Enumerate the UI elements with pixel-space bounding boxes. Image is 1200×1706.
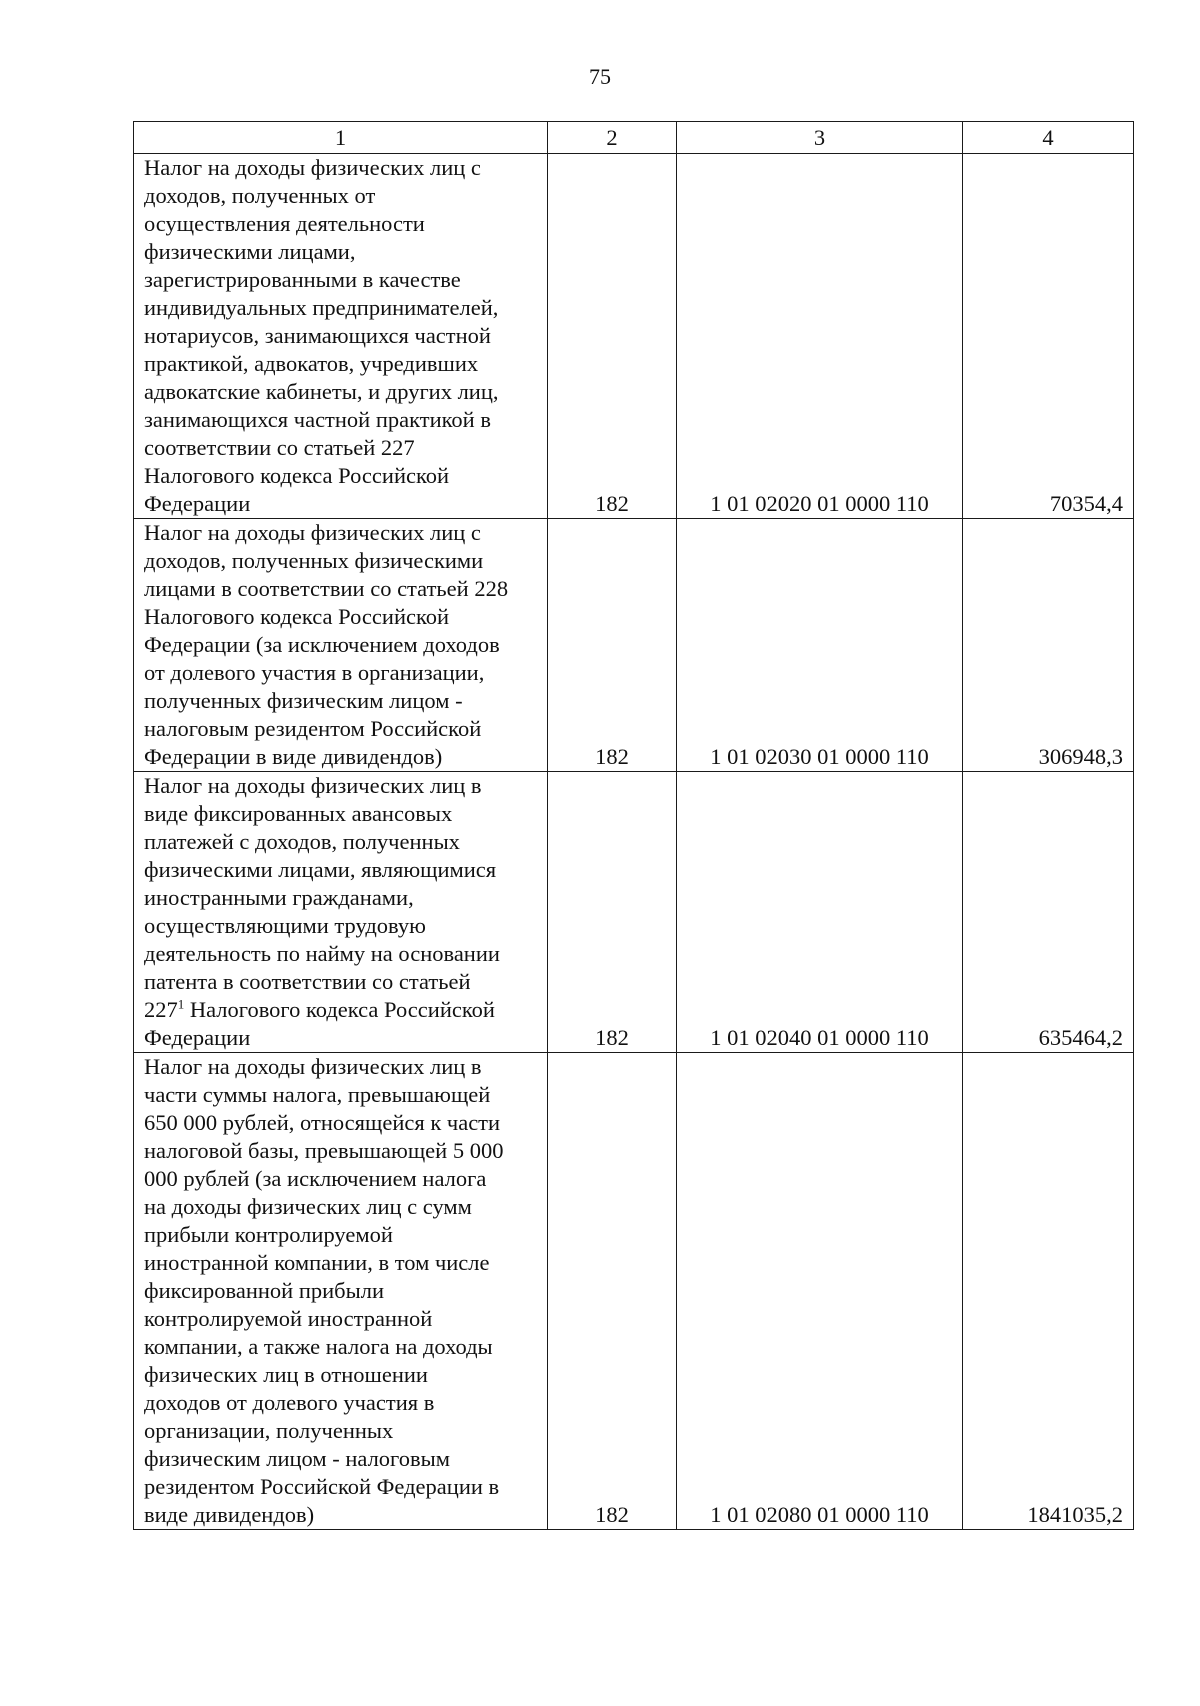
tax-description-part: Налог на доходы физических лиц в виде фиксированных авансовых платежей с доходов, полученных физическими лицами, являющимися иностранными гражданами, осуществляющими трудовую деятельность по найму на основании патента в соответствии со статьей 227	[144, 773, 500, 1022]
tax-description	[134, 772, 548, 1053]
budget-revenue-table	[133, 121, 1134, 1530]
amount: 70354,4	[963, 154, 1134, 519]
table-row	[134, 772, 1134, 1053]
table-row	[134, 1053, 1134, 1530]
table-header-row	[134, 122, 1134, 154]
page-number: 75	[589, 64, 611, 89]
table-row	[134, 154, 1134, 519]
tax-description-text	[144, 772, 540, 1052]
tax-description-part: Налогового кодекса Российской Федерации	[144, 997, 495, 1050]
budget-classification-code: 1 01 02030 01 0000 110	[677, 519, 963, 772]
tax-description	[134, 519, 548, 772]
budget-classification-code: 1 01 02040 01 0000 110	[677, 772, 963, 1053]
admin-code: 182	[548, 154, 677, 519]
tax-description-text: Налог на доходы физических лиц в части суммы налога, превышающей 650 000 рублей, относящейся к части налоговой базы, превышающей 5 000 000 рублей (за исключением налога на доходы физических лиц с сумм прибыли контролируемой иностранной компании, в том числе фиксированной прибыли контролируемой иностранной компании, а также налога на доходы физических лиц в отношении доходов от долевого участия в организации, полученных физическим лицом - налоговым резидентом Российской Федерации в виде дивидендов)	[144, 1054, 504, 1527]
tax-description	[134, 154, 548, 519]
tax-description-text: Налог на доходы физических лиц с доходов, полученных от осуществления деятельности физическими лицами, зарегистрированными в качестве индивидуальных предпринимателей, нотариусов, занимающихся частной практикой, адвокатов, учредивших адвокатские кабинеты, и других лиц, занимающихся частной практикой в соответствии со статьей 227 Налогового кодекса Российской Федерации	[144, 155, 499, 516]
amount: 306948,3	[963, 519, 1134, 772]
admin-code: 182	[548, 519, 677, 772]
admin-code: 182	[548, 1053, 677, 1530]
column-header-2: 2	[548, 122, 677, 154]
article-superscript: 1	[177, 996, 185, 1012]
column-header-3: 3	[677, 122, 963, 154]
column-header-1: 1	[134, 122, 548, 154]
amount: 635464,2	[963, 772, 1134, 1053]
column-header-4: 4	[963, 122, 1134, 154]
budget-classification-code: 1 01 02020 01 0000 110	[677, 154, 963, 519]
table-row	[134, 519, 1134, 772]
budget-classification-code: 1 01 02080 01 0000 110	[677, 1053, 963, 1530]
admin-code: 182	[548, 772, 677, 1053]
tax-description	[134, 1053, 548, 1530]
tax-description-text: Налог на доходы физических лиц с доходов, полученных физическими лицами в соответствии со статьей 228 Налогового кодекса Российской Федерации (за исключением доходов от долевого участия в организации, полученных физическим лицом - налоговым резидентом Российской Федерации в виде дивидендов)	[144, 520, 509, 769]
amount: 1841035,2	[963, 1053, 1134, 1530]
